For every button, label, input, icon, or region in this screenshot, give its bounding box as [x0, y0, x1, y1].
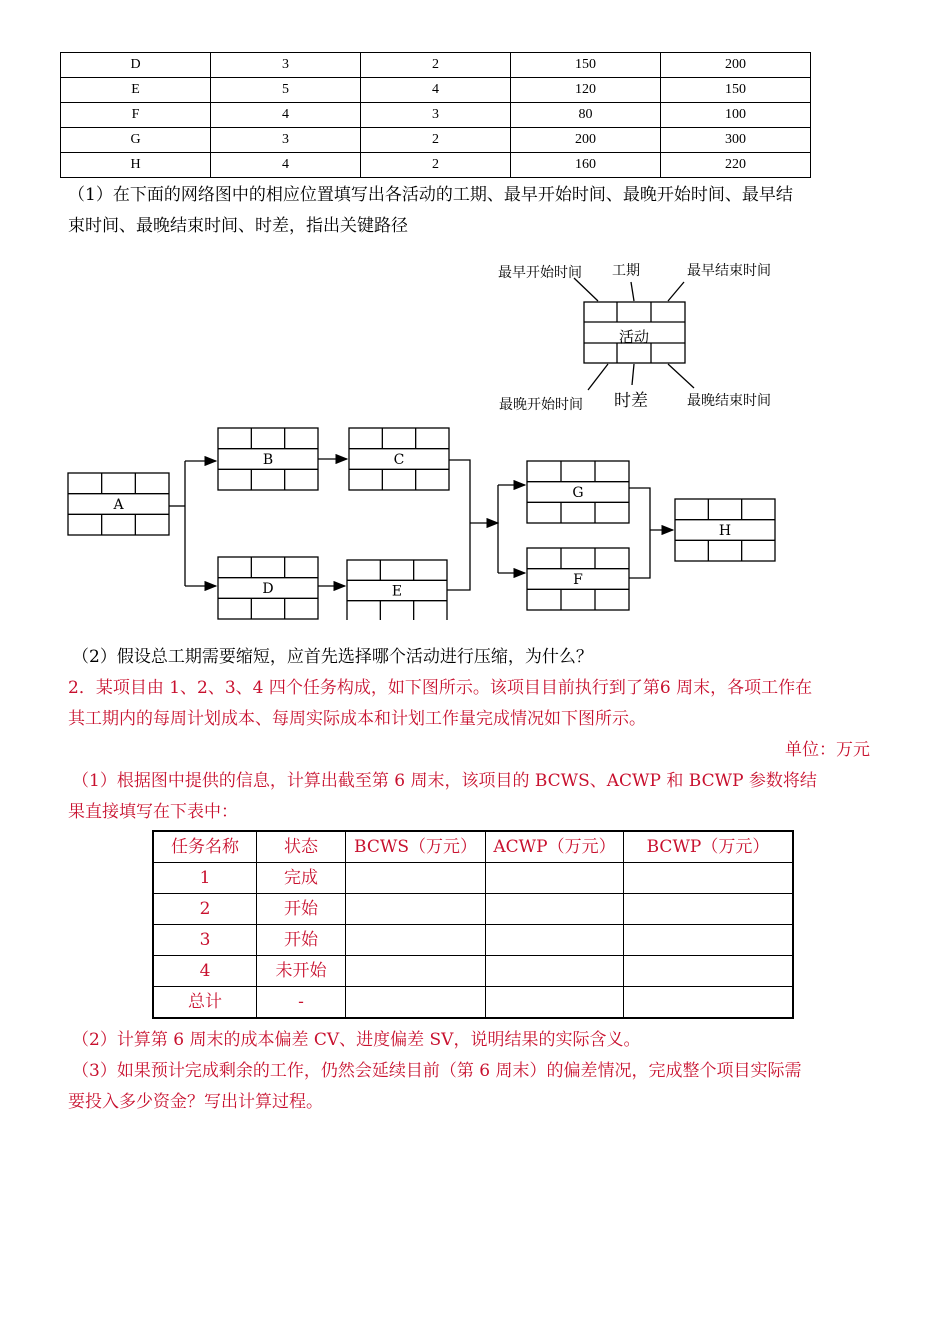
legend-duration-label: 工期 — [612, 263, 640, 279]
activity-cell: 80 — [511, 103, 661, 128]
header-status: 状态 — [257, 831, 346, 863]
question-2-3-line1: （3）如果预计完成剩余的工作，仍然会延续目前（第 6 周末）的偏差情况，完成整个项目实际需 — [72, 1061, 802, 1081]
activity-cell: H — [61, 153, 211, 178]
cost-empty-cell[interactable] — [624, 987, 794, 1019]
cost-cell: 开始 — [257, 894, 346, 925]
question-2-1-line2: 果直接填写在下表中： — [68, 802, 238, 822]
network-arrows — [169, 459, 673, 590]
cost-row — [153, 863, 793, 894]
activity-cell: 2 — [361, 153, 511, 178]
activity-cell: 5 — [211, 78, 361, 103]
cost-empty-cell[interactable] — [486, 956, 624, 987]
activity-cell: 4 — [211, 103, 361, 128]
activity-cell: D — [61, 53, 211, 78]
cost-empty-cell[interactable] — [624, 894, 794, 925]
legend-earliest-finish-label: 最早结束时间 — [687, 263, 771, 279]
cost-empty-cell[interactable] — [346, 863, 486, 894]
cost-row — [153, 956, 793, 987]
network-diagram — [0, 250, 950, 620]
activity-table — [60, 52, 811, 178]
activity-row — [61, 153, 811, 178]
activity-cell: 2 — [361, 128, 511, 153]
cost-cell: 2 — [153, 894, 257, 925]
cost-cell: - — [257, 987, 346, 1019]
activity-node-label-g: G — [572, 485, 584, 501]
cost-cell: 4 — [153, 956, 257, 987]
cost-empty-cell[interactable] — [346, 987, 486, 1019]
activity-cell: 120 — [511, 78, 661, 103]
activity-cell: 150 — [511, 53, 661, 78]
activity-cell: 300 — [661, 128, 811, 153]
unit-label: 单位：万元 — [785, 740, 870, 760]
activity-cell: 4 — [211, 153, 361, 178]
cost-row — [153, 987, 793, 1019]
activity-node-label-c: C — [393, 452, 405, 468]
activity-cell: 160 — [511, 153, 661, 178]
legend-earliest-start-label: 最早开始时间 — [498, 265, 582, 281]
cost-cell: 3 — [153, 925, 257, 956]
legend-float-label: 时差 — [614, 391, 648, 411]
activity-row — [61, 103, 811, 128]
cost-row — [153, 925, 793, 956]
legend-latest-start-label: 最晚开始时间 — [499, 397, 583, 413]
activity-cell: 3 — [361, 103, 511, 128]
header-acwp: ACWP（万元） — [486, 831, 624, 863]
cost-empty-cell[interactable] — [346, 894, 486, 925]
activity-row — [61, 53, 811, 78]
header-bcwp: BCWP（万元） — [624, 831, 794, 863]
activity-node-label-h: H — [718, 523, 732, 539]
question-2-line1: 2．某项目由 1、2、3、4 四个任务构成，如下图所示。该项目目前执行到了第6 周末，各项工作在 — [68, 678, 813, 698]
cost-empty-cell[interactable] — [486, 894, 624, 925]
cost-empty-cell[interactable] — [486, 987, 624, 1019]
activity-cell: F — [61, 103, 211, 128]
question-2-2: （2）计算第 6 周末的成本偏差 CV、进度偏差 SV，说明结果的实际含义。 — [72, 1030, 641, 1050]
cost-empty-cell[interactable] — [486, 863, 624, 894]
activity-node-label-d: D — [262, 581, 274, 597]
activity-cell: 3 — [211, 53, 361, 78]
cost-row — [153, 894, 793, 925]
activity-cell: 3 — [211, 128, 361, 153]
cost-empty-cell[interactable] — [624, 956, 794, 987]
activity-cell: 100 — [661, 103, 811, 128]
activity-cell: 2 — [361, 53, 511, 78]
cost-cell: 完成 — [257, 863, 346, 894]
cost-empty-cell[interactable] — [346, 925, 486, 956]
activity-node-label-b: B — [262, 452, 274, 468]
question-2-3-line2: 要投入多少资金？写出计算过程。 — [68, 1092, 323, 1112]
cost-empty-cell[interactable] — [624, 863, 794, 894]
activity-cell: 200 — [511, 128, 661, 153]
activity-row — [61, 128, 811, 153]
activity-row — [61, 78, 811, 103]
legend-activity-label: 活动 — [618, 328, 650, 346]
activity-node-label-f: F — [573, 572, 583, 588]
activity-cell: 200 — [661, 53, 811, 78]
question-1-1-line2: 束时间、最晚结束时间、时差，指出关键路径 — [68, 216, 408, 236]
header-bcws: BCWS（万元） — [346, 831, 486, 863]
cost-table — [152, 830, 794, 1019]
question-1-1-line1: （1）在下面的网络图中的相应位置填写出各活动的工期、最早开始时间、最晚开始时间、最早结 — [68, 185, 793, 205]
activity-cell: G — [61, 128, 211, 153]
cost-empty-cell[interactable] — [486, 925, 624, 956]
cost-cell: 总计 — [153, 987, 257, 1019]
legend-latest-finish-label: 最晚结束时间 — [687, 393, 771, 409]
cost-cell: 开始 — [257, 925, 346, 956]
cost-empty-cell[interactable] — [624, 925, 794, 956]
activity-node-label-e: E — [391, 583, 403, 600]
header-task-name: 任务名称 — [153, 831, 257, 863]
question-2-1-line1: （1）根据图中提供的信息，计算出截至第 6 周末，该项目的 BCWS、ACWP 和 BCWP 参数将结 — [72, 771, 817, 791]
activity-node-label-a: A — [113, 497, 124, 513]
activity-cell: 4 — [361, 78, 511, 103]
cost-empty-cell[interactable] — [346, 956, 486, 987]
activity-cell: 220 — [661, 153, 811, 178]
question-1-2: （2）假设总工期需要缩短，应首先选择哪个活动进行压缩，为什么？ — [72, 647, 593, 667]
cost-cell: 未开始 — [257, 956, 346, 987]
activity-cell: 150 — [661, 78, 811, 103]
question-2-line2: 其工期内的每周计划成本、每周实际成本和计划工作量完成情况如下图所示。 — [68, 709, 646, 729]
cost-cell: 1 — [153, 863, 257, 894]
activity-cell: E — [61, 78, 211, 103]
